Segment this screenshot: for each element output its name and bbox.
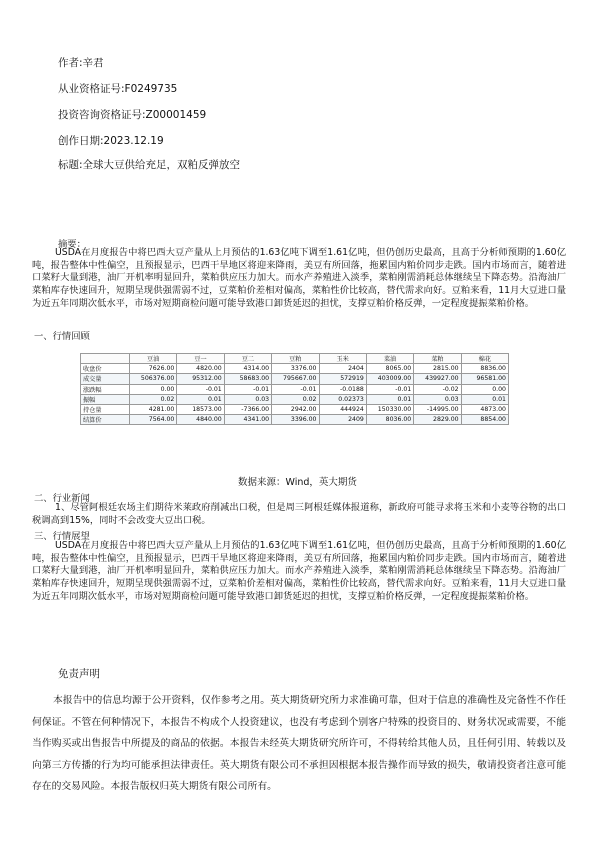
row-label: 成交量 (81, 374, 130, 384)
table-cell: 3376.00 (272, 364, 319, 374)
table-cell: 4840.00 (177, 415, 224, 425)
table-header-row (81, 354, 509, 364)
table-cell: 0.03 (414, 394, 461, 404)
table-header-cell: 豆粕 (272, 354, 319, 364)
table-cell: 506376.00 (130, 374, 177, 384)
disclaimer-text: 本报告中的信息均源于公开资料，仅作参考之用。英大期货研究所力求准确可靠，但对于信息的准确性及完备性不作任何保证。不管在何种情况下，本报告不构成个人投资建议，也没有考虑到个别客户特殊的投资目的、财务状况或需要，不能当作购买或出售报告中所提及的商品的依据。本报告未经英大期货研究所许可，不得转给其他人员，且任何引用、转载以及向第三方传播的行为均可能承担法律责任。英大期货有限公司不承担因根据本报告操作而导致的损失，敬请投资者注意可能存在的交易风险。本报告版权归英大期货有限公司所有。 (32, 695, 566, 793)
table-cell: 4820.00 (177, 364, 224, 374)
table-cell: 96581.00 (461, 374, 508, 384)
table-header-cell: 棉花 (461, 354, 508, 364)
table-cell: 8036.00 (366, 415, 413, 425)
table-header-cell: 豆一 (177, 354, 224, 364)
table-cell: 7564.00 (130, 415, 177, 425)
disclaimer-heading: 免责声明 (58, 668, 100, 680)
summary-heading: 摘要： (58, 239, 86, 250)
table-header-cell: 菜油 (366, 354, 413, 364)
row-label: 持仓量 (81, 404, 130, 414)
table-row (81, 394, 509, 404)
table-cell: 0.00 (130, 384, 177, 394)
row-label: 收盘价 (81, 364, 130, 374)
table-cell: -0.01 (224, 384, 271, 394)
author-line: 作者:辛君 (58, 57, 104, 69)
table-header-cell: 菜粕 (414, 354, 461, 364)
table-cell: -0.0188 (319, 384, 366, 394)
table-cell: 0.01 (366, 394, 413, 404)
table-row (81, 404, 509, 414)
table-cell: 3396.00 (272, 415, 319, 425)
section-news-heading: 二、行业新闻 (34, 493, 90, 504)
section-review-heading: 一、行情回顾 (34, 331, 90, 342)
table-row (81, 384, 509, 394)
table-cell: 0.02 (272, 394, 319, 404)
table-cell: 7626.00 (130, 364, 177, 374)
table-cell: 150330.00 (366, 404, 413, 414)
table-cell: 8854.00 (461, 415, 508, 425)
table-cell: 439927.00 (414, 374, 461, 384)
quote-table (80, 353, 509, 425)
table-cell: 4341.00 (224, 415, 271, 425)
summary-text: USDA在月度报告中将巴西大豆产量从上月预估的1.63亿吨下调至1.61亿吨，但仍创历史最高，且高于分析师预期的1.60亿吨，报告整体中性偏空，且预报显示，巴西干旱地区将迎来降雨，美豆有所回落，拖累国内粕价同步走跌。国内市场而言，随着进口菜籽大量到港，油厂开机率明显回升，菜粕供应压力加大。而水产养殖进入淡季，菜粕刚需消耗总体继续呈下降态势。沿海油厂菜粕库存快速回升，短期呈现供强需弱不过，豆菜粕价差相对偏高，菜粕性价比较高，替代需求向好。豆粕来看，11月大豆进口量为近五年同期次低水平，市场对短期商检问题可能导致港口卸货延迟的担忧，支撑豆粕价格反弹，一定程度提振菜粕价格。 (32, 247, 566, 309)
table-cell: 2404 (319, 364, 366, 374)
table-cell: 0.02 (130, 394, 177, 404)
table-cell: -7366.00 (224, 404, 271, 414)
row-label: 振幅 (81, 394, 130, 404)
table-cell: -0.02 (414, 384, 461, 394)
table-cell: 444924 (319, 404, 366, 414)
table-cell: 2942.00 (272, 404, 319, 414)
news-text: 1、尽管阿根廷农场主们期待米莱政府削减出口税，但是周三阿根廷媒体报道称，新政府可能寻求将玉米和小麦等谷物的出口税调高到15%，同时不会改变大豆出口税。 (32, 502, 566, 526)
outlook-text: USDA在月度报告中将巴西大豆产量从上月预估的1.63亿吨下调至1.61亿吨，但仍创历史最高，且高于分析师预期的1.60亿吨，报告整体中性偏空，且预报显示，巴西干旱地区将迎来降雨，美豆有所回落，拖累国内粕价同步走跌。国内市场而言，随着进口菜籽大量到港，油厂开机率明显回升，菜粕供应压力加大。而水产养殖进入淡季，菜粕刚需消耗总体继续呈下降态势。沿海油厂菜粕库存快速回升，短期呈现供强需弱不过，豆菜粕价差相对偏高，菜粕性价比较高，替代需求向好。豆粕来看，11月大豆进口量为近五年同期次低水平，市场对短期商检问题可能导致港口卸货延迟的担忧，支撑豆粕价格反弹，一定程度提振菜粕价格。 (32, 540, 566, 602)
table-cell: 0.00 (461, 384, 508, 394)
date-line: 创作日期:2023.12.19 (58, 135, 164, 147)
table-cell: 8836.00 (461, 364, 508, 374)
table-cell: 2815.00 (414, 364, 461, 374)
table-cell: 2409 (319, 415, 366, 425)
table-cell: 795667.00 (272, 374, 319, 384)
table-cell: 4281.00 (130, 404, 177, 414)
table-cell: 2829.00 (414, 415, 461, 425)
section-outlook-heading: 三、行情展望 (34, 531, 90, 542)
table-cell: 4314.00 (224, 364, 271, 374)
table-cell: 95312.00 (177, 374, 224, 384)
qualification-line: 从业资格证号:F0249735 (58, 83, 178, 95)
table-header-cell (81, 354, 130, 364)
table-cell: 572919 (319, 374, 366, 384)
title-line: 标题:全球大豆供给充足，双粕反弹放空 (58, 159, 241, 171)
table-cell: 403009.00 (366, 374, 413, 384)
row-label: 涨跌幅 (81, 384, 130, 394)
table-header-cell: 玉米 (319, 354, 366, 364)
data-source-caption: 数据来源：Wind，英大期货 (238, 477, 357, 488)
table-row (81, 374, 509, 384)
table-row (81, 364, 509, 374)
table-header-cell: 豆油 (130, 354, 177, 364)
table-cell: 0.03 (224, 394, 271, 404)
table-cell: 8065.00 (366, 364, 413, 374)
table-cell: 0.01 (461, 394, 508, 404)
table-cell: 4873.00 (461, 404, 508, 414)
table-cell: -0.01 (177, 384, 224, 394)
table-cell: 0.01 (177, 394, 224, 404)
table-cell: -0.01 (272, 384, 319, 394)
table-cell: 58683.00 (224, 374, 271, 384)
table-cell: 0.02373 (319, 394, 366, 404)
table-cell: 18573.00 (177, 404, 224, 414)
consulting-qualification-line: 投资咨询资格证号:Z00001459 (58, 109, 207, 121)
table-header-cell: 豆二 (224, 354, 271, 364)
table-row (81, 415, 509, 425)
table-cell: -0.01 (366, 384, 413, 394)
table-cell: -14995.00 (414, 404, 461, 414)
row-label: 结算价 (81, 415, 130, 425)
